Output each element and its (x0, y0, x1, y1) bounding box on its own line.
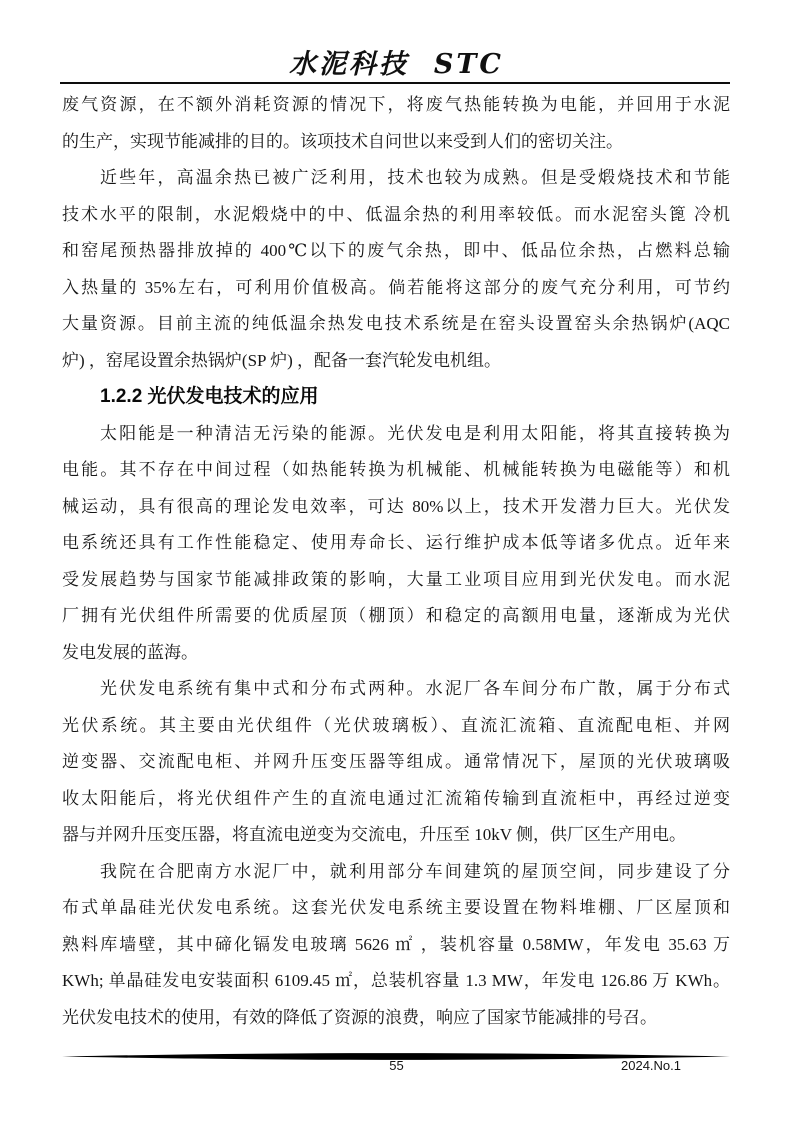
footer-rule (62, 1048, 730, 1057)
text-line: 受发展趋势与国家节能减排政策的影响，大量工业项目应用到光伏发电。而水泥 (62, 569, 730, 589)
paragraph (62, 87, 730, 160)
text-line: 电能。其不存在中间过程（如热能转换为机械能、机械能转换为电磁能等）和机 (62, 460, 730, 479)
text-line: 光伏发电技术的使用，有效的降低了资源的浪费，响应了国家节能减排的号召。 (62, 1007, 657, 1027)
text-line: 大量资源。目前主流的纯低温余热发电技术系统是在窑头设置窑头余热锅炉(AQC (62, 314, 730, 333)
text-line: 近些年，高温余热已被广泛利用，技术也较为成熟。但是受煅烧技术和节能 (100, 168, 730, 187)
text-line: 收太阳能后，将光伏组件产生的直流电通过汇流箱传输到直流柜中，再经过逆变 (62, 788, 730, 808)
text-line: 器与并网升压变压器，将直流电逆变为交流电，升压至 10kV 侧，供厂区生产用电。 (62, 825, 686, 844)
text-line: 我院在合肥南方水泥厂中，就利用部分车间建筑的屋顶空间，同步建设了分 (100, 861, 730, 881)
text-line: 电系统还具有工作性能稳定、使用寿命长、运行维护成本低等诸多优点。近年来 (62, 533, 730, 552)
text-line: 逆变器、交流配电柜、并网升压变压器等组成。通常情况下，屋顶的光伏玻璃吸 (62, 752, 730, 771)
text-line: 太阳能是一种清洁无污染的能源。光伏发电是利用太阳能，将其直接转换为 (100, 423, 730, 443)
paragraph (62, 416, 730, 672)
text-line: 入热量的 35%左右，可利用价值极高。倘若能将这部分的废气充分利用，可节约 (62, 277, 730, 297)
text-line: 和窑尾预热器排放掉的 400℃以下的废气余热，即中、低品位余热，占燃料总输 (62, 241, 730, 260)
issue-label: 2024.No.1 (621, 1058, 681, 1073)
text-line: 熟料库墙壁，其中碲化镉发电玻璃 5626 ㎡ ，装机容量 0.58MW，年发电 35.63 万 (62, 934, 730, 954)
section-heading: 1.2.2 光伏发电技术的应用 (100, 386, 319, 407)
text-line: 械运动，具有很高的理论发电效率，可达 80%以上，技术开发潜力巨大。光伏发 (62, 496, 730, 516)
article-body (62, 87, 730, 1036)
text-line: 炉) ，窑尾设置余热锅炉(SP 炉) ，配备一套汽轮发电机组。 (62, 350, 502, 370)
text-line: 光伏发电系统有集中式和分布式两种。水泥厂各车间分布广散，属于分布式 (100, 679, 730, 698)
page-number: 55 (389, 1058, 404, 1073)
text-line: KWh; 单晶硅发电安装面积 6109.45 ㎡，总装机容量 1.3 MW，年发电 126.86 万 KWh。 (62, 971, 730, 990)
text-line: 发电发展的蓝海。 (62, 642, 198, 662)
text-line: 废气资源，在不额外消耗资源的情况下，将废气热能转换为电能，并回用于水泥 (62, 95, 730, 114)
paragraph (62, 854, 730, 1037)
text-line: 技术水平的限制，水泥煅烧中的中、低温余热的利用率较低。而水泥窑头篦 冷机 (62, 204, 730, 224)
text-line: 的生产，实现节能减排的目的。该项技术自问世以来受到人们的密切关注。 (62, 131, 623, 151)
text-line: 布式单晶硅光伏发电系统。这套光伏发电系统主要设置在物料堆棚、厂区屋顶和 (62, 898, 730, 917)
text-line: 光伏系统。其主要由光伏组件（光伏玻璃板）、直流汇流箱、直流配电柜、并网 (62, 715, 730, 735)
paragraph (62, 671, 730, 854)
text-line: 厂拥有光伏组件所需要的优质屋顶（棚顶）和稳定的高额用电量，逐渐成为光伏 (62, 606, 730, 625)
paragraph (62, 160, 730, 379)
journal-title: 水泥科技 STC (289, 49, 504, 80)
header-rule (60, 82, 730, 84)
